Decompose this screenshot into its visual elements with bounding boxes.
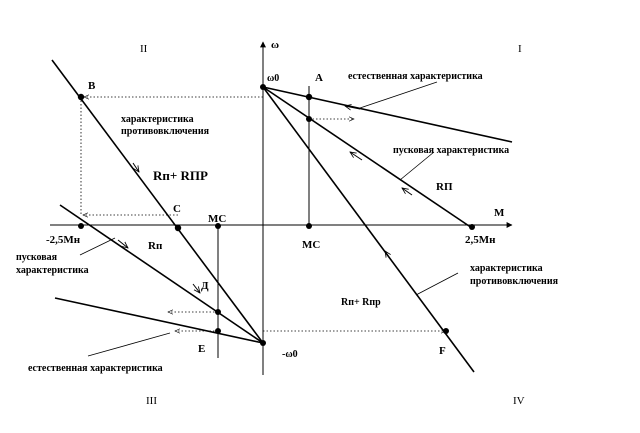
rp-rpr-right-label: Rп+ Rпр [341, 297, 381, 308]
arrow-counter-right [385, 251, 391, 260]
rp-left-label: Rп [148, 240, 163, 252]
counter-switching-characteristic-right [263, 87, 474, 372]
point-b-marker [78, 94, 84, 100]
counter-switching-right-label-line1: характеристика [470, 263, 543, 274]
rp-rpr-top-label: Rп+ RПР [153, 168, 208, 183]
point-f-label: F [439, 345, 446, 357]
counter-switching-top-label-line1: характеристика [121, 114, 194, 125]
rp-right-label: RП [436, 181, 453, 193]
arrow-d-segment [193, 284, 200, 293]
minus-omega0-label: -ω0 [282, 349, 298, 360]
arrow-rp-right [402, 188, 412, 195]
pointer-starting-left [80, 238, 115, 255]
point-c-label: C [173, 203, 181, 215]
arrow-rp-left [118, 240, 128, 248]
point-f-marker [443, 328, 449, 334]
point-mc-pos-marker [306, 223, 312, 229]
point-minus-omega0-marker [260, 340, 266, 346]
starting-characteristic-rp-left [60, 205, 263, 343]
counter-switching-top-label-line2: противовключения [121, 126, 209, 137]
pointer-starting-right [400, 152, 434, 180]
quadrant-1-label: I [518, 43, 522, 55]
quadrant-3-label: III [146, 395, 157, 407]
pointer-natural-top [360, 82, 437, 108]
plus-2-5mn-label: 2,5Mн [465, 234, 496, 246]
torque-axis-label: M [494, 207, 505, 219]
point-rp-switch-marker [306, 116, 312, 122]
point-a-marker [306, 94, 312, 100]
point-a-label: A [315, 72, 323, 84]
point-d-label: Д [201, 280, 209, 292]
point-d-marker [215, 309, 221, 315]
pointer-natural-bottom [88, 333, 170, 356]
point-2-5mn-marker [469, 224, 475, 230]
point-e-marker [215, 328, 221, 334]
starting-characteristic-right-label: пусковая характеристика [393, 145, 510, 156]
mc-bottom-label: MC [302, 239, 321, 251]
point-c-marker [175, 225, 181, 231]
starting-characteristic-rp [263, 87, 472, 228]
natural-characteristic-bottom-label: естественная характеристика [28, 363, 163, 374]
starting-characteristic-left-label-line2: характеристика [16, 265, 89, 276]
point-b-label: B [88, 80, 96, 92]
point-omega0-marker [260, 84, 266, 90]
quadrant-2-label: II [140, 43, 148, 55]
starting-characteristic-left-label-line1: пусковая [16, 252, 58, 263]
omega0-label: ω0 [267, 73, 280, 84]
point-e-label: E [198, 343, 206, 355]
natural-characteristic-motor [263, 87, 512, 142]
quadrant-4-label: IV [513, 395, 525, 407]
point-minus-2-5mn-marker [78, 223, 84, 229]
counter-switching-right-label-line2: противовключения [470, 276, 558, 287]
counter-switching-characteristic-left [52, 60, 263, 343]
natural-characteristic-top-label: естественная характеристика [348, 71, 483, 82]
pointer-counter-right [416, 273, 458, 295]
mc-top-label: MC [208, 213, 227, 225]
minus-2-5mn-label: -2,5Mн [46, 234, 81, 246]
omega-axis-label: ω [271, 39, 280, 51]
